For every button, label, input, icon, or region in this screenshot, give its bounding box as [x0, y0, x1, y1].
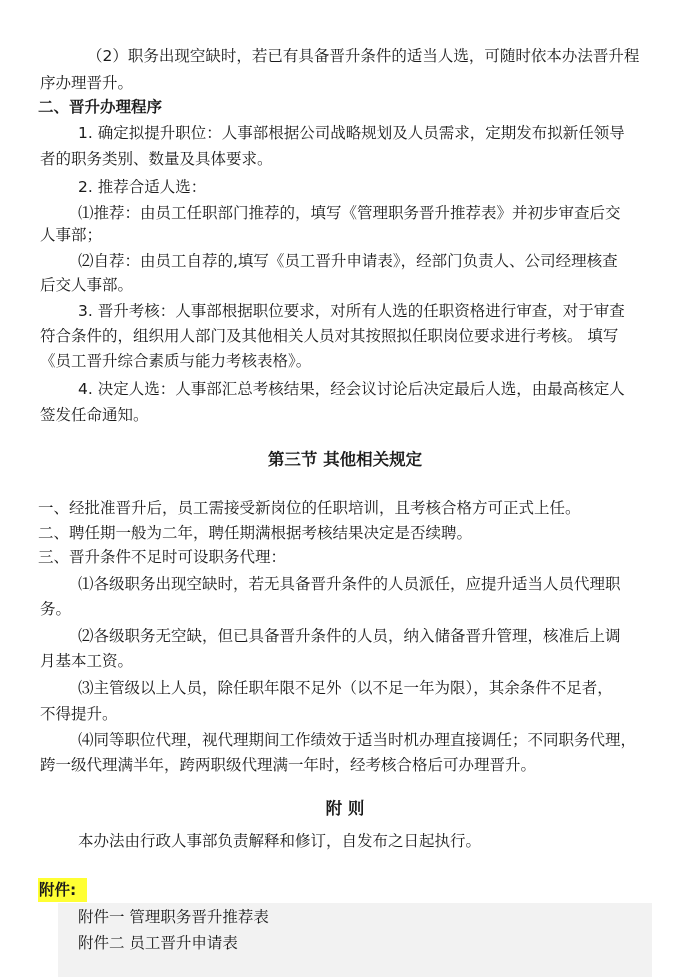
paragraph-line: ⑵各级职务无空缺，但已具备晋升条件的人员，纳入储备晋升管理，核准后上调	[78, 627, 621, 645]
paragraph-line: 序办理晋升。	[40, 74, 134, 92]
paragraph-line: ⑶主管级以上人员，除任职年限不足外（以不足一年为限），其余条件不足者，	[78, 679, 613, 697]
section-title: 第三节 其他相关规定	[267, 450, 423, 469]
appendix-text: 本办法由行政人事部负责解释和修订，自发布之日起执行。	[78, 832, 482, 850]
attachment-item[interactable]: 附件一 管理职务晋升推荐表	[78, 908, 269, 926]
attachment-label: 附件:	[39, 881, 77, 899]
paragraph-line: 不得提升。	[40, 705, 118, 723]
paragraph-line: 后交人事部。	[40, 276, 134, 294]
paragraph-line: 人事部；	[40, 226, 103, 244]
procedure-heading: 二、晋升办理程序	[38, 98, 163, 116]
rule-line: 二、聘任期一般为二年，聘任期满根据考核结果决定是否续聘。	[38, 524, 473, 542]
paragraph-line: 月基本工资。	[40, 652, 134, 670]
paragraph-line: 4. 决定人选：人事部汇总考核结果，经会议讨论后决定最后人选，由最高核定人	[78, 380, 625, 398]
paragraph-line: 3. 晋升考核：人事部根据职位要求，对所有人选的任职资格进行审查，对于审查	[78, 302, 625, 320]
rule-line: 一、经批准晋升后，员工需接受新岗位的任职培训，且考核合格方可正式上任。	[38, 499, 581, 517]
paragraph-line: 签发任命通知。	[40, 406, 149, 424]
paragraph-line: 《员工晋升综合素质与能力考核表格》。	[40, 352, 312, 370]
paragraph-line: ⑴推荐：由员工任职部门推荐的，填写《管理职务晋升推荐表》并初步审查后交	[78, 204, 621, 222]
paragraph-line: ⑵自荐：由员工自荐的,填写《员工晋升申请表》，经部门负责人、公司经理核查	[78, 252, 618, 270]
paragraph-line: 跨一级代理满半年，跨两职级代理满一年时，经考核合格后可办理晋升。	[40, 756, 537, 774]
attachment-item[interactable]: 附件二 员工晋升申请表	[78, 934, 238, 952]
paragraph-line: 2. 推荐合适人选：	[78, 178, 207, 196]
rule-line: 三、晋升条件不足时可设职务代理：	[38, 548, 287, 566]
paragraph-line: 者的职务类别、数量及具体要求。	[40, 150, 273, 168]
paragraph-line: 1. 确定拟提升职位：人事部根据公司战略规划及人员需求，定期发布拟新任领导	[78, 124, 625, 142]
paragraph-line: ⑷同等职位代理，视代理期间工作绩效于适当时机办理直接调任；不同职务代理，	[78, 731, 637, 749]
paragraph-line: 符合条件的，组织用人部门及其他相关人员对其按照拟任职岗位要求进行考核。 填写	[40, 327, 619, 345]
paragraph-line: ⑴各级职务出现空缺时，若无具备晋升条件的人员派任，应提升适当人员代理职	[78, 575, 621, 593]
paragraph-line: （2）职务出现空缺时，若已有具备晋升条件的适当人选，可随时依本办法晋升程	[87, 47, 640, 65]
appendix-title: 附 则	[325, 799, 365, 818]
paragraph-line: 务。	[40, 600, 72, 618]
